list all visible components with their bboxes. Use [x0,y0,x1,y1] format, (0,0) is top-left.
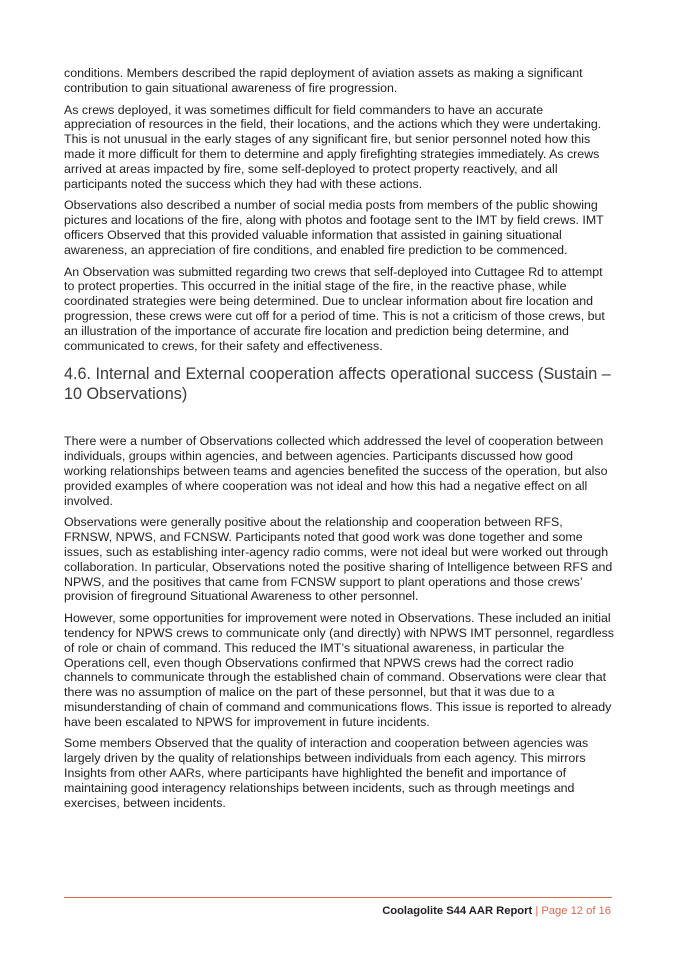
footer-separator: | [535,905,539,917]
body-paragraph: There were a number of Observations collected which addressed the level of cooperation between individuals, groups within agencies, and between agencies. Participants discussed how good working relationships between teams and agencies benefited the success of the operation, but also provided examples of where cooperation was not ideal and how this had a negative effect on all involved. [64,434,608,508]
page-footer [382,904,611,918]
body-paragraph: An Observation was submitted regarding two crews that self-deployed into Cuttagee Rd to attempt to protect properties. This occurred in the initial stage of the fire, in the reactive phase, while coordinated strategies were being determined. Due to unclear information about fire location and progression, these crews were cut off for a period of time. This is not a criticism of those crews, but an illustration of the importance of accurate fire location and prediction being determine, and communicated to crews, for their safety and effectiveness. [64,264,605,353]
body-paragraph: Observations were generally positive about the relationship and cooperation between RFS, FRNSW, NPWS, and FCNSW. Participants noted that good work was done together and some issues, such as establishing inter-agency radio comms, were not ideal but were worked out through collaboration. In particular, Observations noted the positive sharing of Intelligence between RFS and NPWS, and the positives that came from FCNSW support to plant operations and those crews’ provision of fireground Situational Awareness to other personnel. [64,515,613,604]
body-paragraph: Observations also described a number of social media posts from members of the public showing pictures and locations of the fire, along with photos and footage sent to the IMT by field crews. IMT officers Observed that this provided valuable information that assisted in gaining situational awareness, an appreciation of fire conditions, and enabled fire prediction to be commenced. [64,198,604,257]
section-heading: 4.6. Internal and External cooperation affects operational success (Sustain – 10 Observations) [64,365,611,403]
body-paragraph: Some members Observed that the quality of interaction and cooperation between agencies was largely driven by the quality of relationships between individuals from each agency. This mirrors Insights from other AARs, where participants have highlighted the benefit and importance of maintaining good interagency relationships between incidents, such as through meetings and exercises, between incidents. [64,736,589,810]
footer-page-number: Page 12 of 16 [541,905,611,917]
body-paragraph: However, some opportunities for improvement were noted in Observations. These included an initial tendency for NPWS crews to communicate only (and directly) with NPWS IMT personnel, regardless of role or chain of command. This reduced the IMT’s situational awareness, in particular the Operations cell, even though Observations confirmed that NPWS crews had the correct radio channels to communicate through the established chain of command. Observations were clear that there was no assumption of malice on the part of these personnel, but that it was due to a misunderstanding of chain of command and communications flows. This issue is reported to already have been escalated to NPWS for improvement in future incidents. [64,611,614,729]
footer-report-title: Coolagolite S44 AAR Report [382,905,533,917]
body-paragraph: conditions. Members described the rapid deployment of aviation assets as making a significant contribution to gain situational awareness of fire progression. [64,66,583,95]
page-content [64,66,614,817]
footer-divider [64,897,612,898]
body-paragraph: As crews deployed, it was sometimes difficult for field commanders to have an accurate appreciation of resources in the field, their locations, and the actions which they were undertaking. This is not unusual in the early stages of any significant fire, but senior personnel noted how this made it more difficult for them to determine and apply firefighting strategies immediately. As crews arrived at areas impacted by fire, some self-deployed to protect property reactively, and all participants noted the success which they had with these actions. [64,102,602,191]
